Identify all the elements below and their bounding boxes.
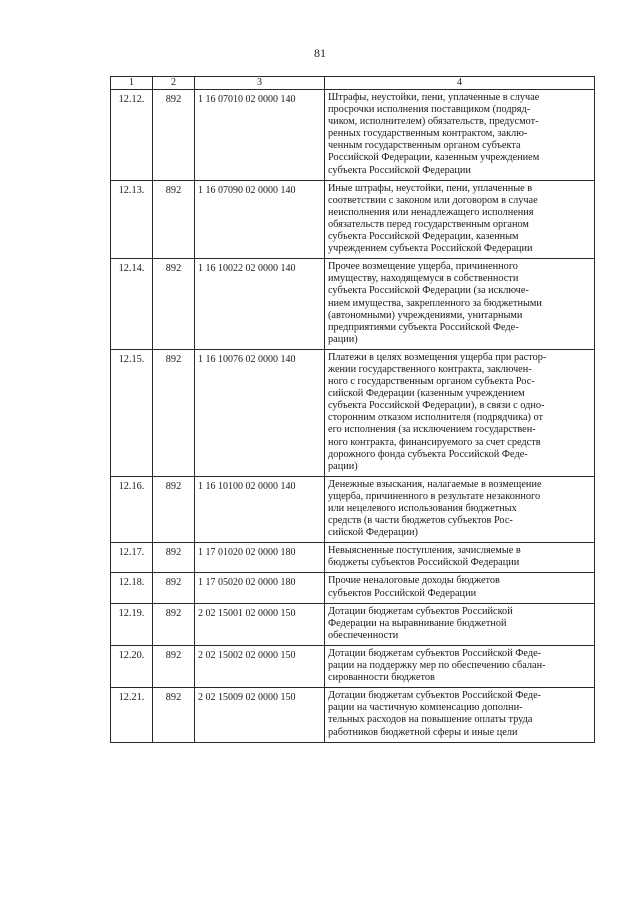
description-line: субъектов Российской Федерации xyxy=(328,587,477,599)
description-line: средств (в части бюджетов субъектов Рос- xyxy=(328,515,513,527)
row-number: 12.21. xyxy=(111,688,153,742)
administrator-code: 892 xyxy=(153,688,195,742)
budget-classification-code: 1 16 10022 02 0000 140 xyxy=(195,259,325,350)
table-row xyxy=(111,476,595,542)
description-line: Российской Федерации, казенным учреждением xyxy=(328,152,540,164)
description-line: субъекта Российской Федерации xyxy=(328,164,471,176)
budget-classification-code: 1 16 10076 02 0000 140 xyxy=(195,349,325,476)
description-line: (автономными) учреждениями, унитарными xyxy=(328,309,523,321)
revenue-description xyxy=(325,180,595,259)
description-line: Штрафы, неустойки, пени, уплаченные в случае xyxy=(328,92,540,103)
description-line: Федерации на выравнивание бюджетной xyxy=(328,617,507,629)
revenue-description xyxy=(325,259,595,350)
description-line: просрочки исполнения поставщиком (подряд- xyxy=(328,104,531,116)
administrator-code: 892 xyxy=(153,573,195,603)
administrator-code: 892 xyxy=(153,259,195,350)
table-row xyxy=(111,603,595,645)
description-line: Денежные взыскания, налагаемые в возмещение xyxy=(328,478,542,490)
description-line: ченным государственным органом субъекта xyxy=(328,140,521,152)
revenue-description xyxy=(325,349,595,476)
description-line: нием имущества, закрепленного за бюджетными xyxy=(328,297,542,309)
description-line: Платежи в целях возмещения ущерба при растор- xyxy=(328,351,547,363)
description-line: сийской Федерации (казенным учреждением xyxy=(328,388,525,400)
table-row xyxy=(111,349,595,476)
description-line: работников бюджетной сферы и иные цели xyxy=(328,726,518,738)
table-row xyxy=(111,645,595,687)
description-line: обеспеченности xyxy=(328,629,399,641)
description-line: чиком, исполнителем) обязательств, предусмот- xyxy=(328,116,539,128)
budget-classification-code: 2 02 15001 02 0000 150 xyxy=(195,603,325,645)
description-line: сированности бюджетов xyxy=(328,672,435,684)
description-line: Дотации бюджетам субъектов Российской xyxy=(328,605,513,617)
header-col-1: 1 xyxy=(111,77,153,90)
administrator-code: 892 xyxy=(153,349,195,476)
administrator-code: 892 xyxy=(153,603,195,645)
row-number: 12.15. xyxy=(111,349,153,476)
description-line: субъекта Российской Федерации (за исключе- xyxy=(328,285,529,297)
description-line: рации на поддержку мер по обеспечению сбалан- xyxy=(328,660,546,672)
description-line: ного контракта, финансируемого за счет средств xyxy=(328,436,541,448)
description-line: неисполнения или ненадлежащего исполнения xyxy=(328,206,534,218)
header-col-3: 3 xyxy=(195,77,325,90)
administrator-code: 892 xyxy=(153,476,195,542)
description-line: Прочие неналоговые доходы бюджетов xyxy=(328,575,500,587)
revenue-description xyxy=(325,688,595,742)
revenue-description xyxy=(325,603,595,645)
description-line: жении государственного контракта, заключен- xyxy=(328,363,532,375)
page-number: 81 xyxy=(314,46,326,60)
description-line: ренных государственным контрактом, заклю- xyxy=(328,128,528,140)
table-row xyxy=(111,90,595,181)
header-col-2: 2 xyxy=(153,77,195,90)
description-line: ного с государственным органом субъекта Рос- xyxy=(328,376,535,388)
description-line: его исполнения (за исключением государствен- xyxy=(328,424,536,436)
budget-classification-code: 1 16 10100 02 0000 140 xyxy=(195,476,325,542)
administrator-code: 892 xyxy=(153,543,195,573)
description-line: Дотации бюджетам субъектов Российской Феде- xyxy=(328,690,542,702)
revenue-description xyxy=(325,573,595,603)
description-line: бюджеты субъектов Российской Федерации xyxy=(328,557,520,569)
table-row xyxy=(111,259,595,350)
description-line: субъекта Российской Федерации, казенным xyxy=(328,231,519,243)
description-line: обязательств перед государственным органом xyxy=(328,218,529,230)
description-line: рации) xyxy=(328,333,358,345)
revenue-codes-table xyxy=(110,76,595,743)
description-line: Невыясненные поступления, зачисляемые в xyxy=(328,545,521,557)
header-col-4: 4 xyxy=(325,77,595,90)
revenue-description xyxy=(325,645,595,687)
description-line: предприятиями субъекта Российской Феде- xyxy=(328,321,519,333)
administrator-code: 892 xyxy=(153,180,195,259)
row-number: 12.17. xyxy=(111,543,153,573)
header-row xyxy=(111,77,595,90)
table-row xyxy=(111,573,595,603)
revenue-description xyxy=(325,476,595,542)
description-line: ущерба, причиненного в результате незаконного xyxy=(328,490,541,502)
description-line: рации на частичную компенсацию дополни- xyxy=(328,702,523,714)
description-line: учреждением субъекта Российской Федерации xyxy=(328,243,533,255)
revenue-description xyxy=(325,90,595,181)
budget-classification-code: 1 16 07010 02 0000 140 xyxy=(195,90,325,181)
budget-classification-code: 1 17 01020 02 0000 180 xyxy=(195,543,325,573)
budget-classification-code: 1 16 07090 02 0000 140 xyxy=(195,180,325,259)
description-line: или нецелевого использования бюджетных xyxy=(328,503,517,514)
description-line: тельных расходов на повышение оплаты труда xyxy=(328,714,533,726)
budget-classification-code: 2 02 15009 02 0000 150 xyxy=(195,688,325,742)
table-row xyxy=(111,688,595,742)
row-number: 12.13. xyxy=(111,180,153,259)
budget-classification-code: 2 02 15002 02 0000 150 xyxy=(195,645,325,687)
row-number: 12.14. xyxy=(111,259,153,350)
description-line: имуществу, находящемуся в собственности xyxy=(328,273,519,285)
administrator-code: 892 xyxy=(153,645,195,687)
description-line: Иные штрафы, неустойки, пени, уплаченные в xyxy=(328,182,533,194)
row-number: 12.18. xyxy=(111,573,153,603)
budget-classification-code: 1 17 05020 02 0000 180 xyxy=(195,573,325,603)
description-line: сторонним отказом исполнителя (подрядчика) от xyxy=(328,412,544,424)
description-line: субъекта Российской Федерации), в связи с одно- xyxy=(328,400,545,412)
row-number: 12.19. xyxy=(111,603,153,645)
description-line: Дотации бюджетам субъектов Российской Феде- xyxy=(328,647,542,659)
row-number: 12.12. xyxy=(111,90,153,181)
row-number: 12.20. xyxy=(111,645,153,687)
description-line: сийской Федерации) xyxy=(328,527,418,539)
description-line: Прочее возмещение ущерба, причиненного xyxy=(328,261,518,273)
revenue-description xyxy=(325,543,595,573)
administrator-code: 892 xyxy=(153,90,195,181)
table-row xyxy=(111,543,595,573)
row-number: 12.16. xyxy=(111,476,153,542)
table-row xyxy=(111,180,595,259)
description-line: соответствии с законом или договором в случае xyxy=(328,194,538,206)
description-line: дорожного фонда субъекта Российской Феде- xyxy=(328,448,528,460)
description-line: рации) xyxy=(328,460,358,472)
